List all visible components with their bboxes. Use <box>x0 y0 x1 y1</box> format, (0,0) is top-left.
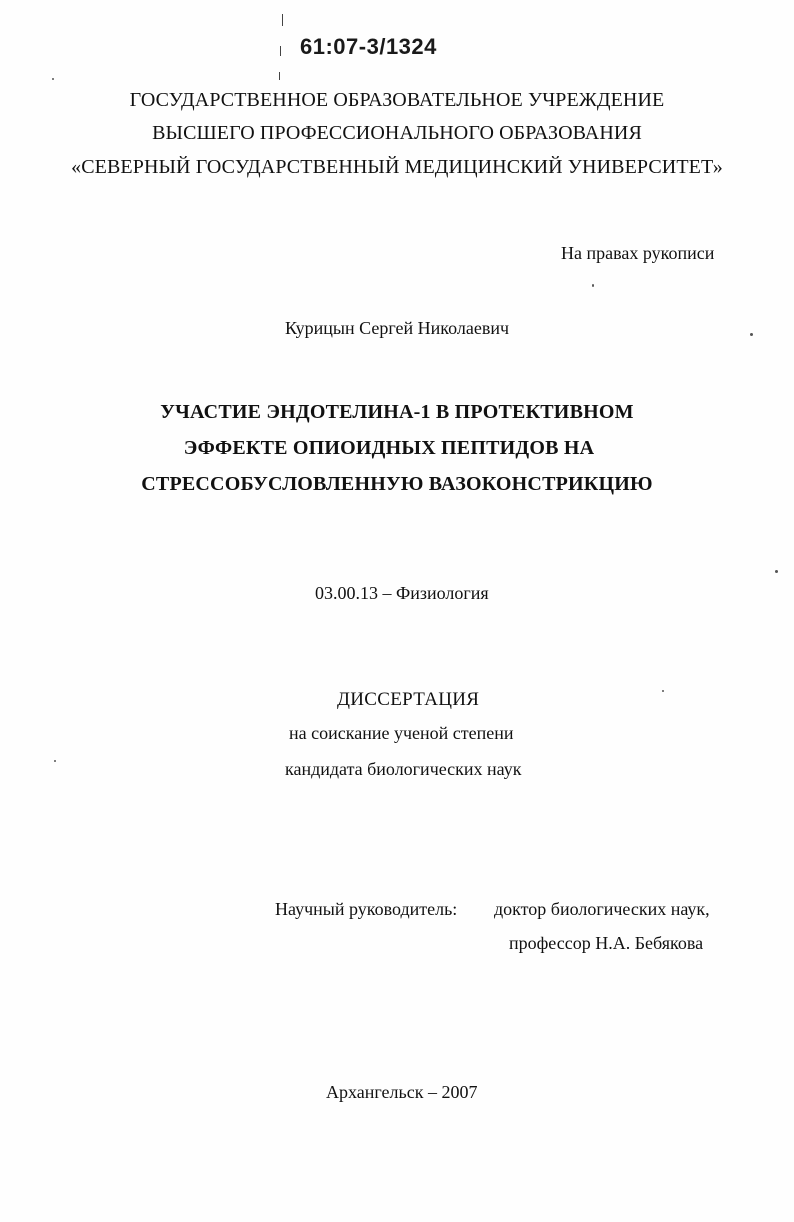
scan-speck <box>750 333 753 336</box>
author-name: Курицын Сергей Николаевич <box>285 318 509 338</box>
dissertation-line-1: на соискание ученой степени <box>289 723 514 743</box>
institution-line-2: ВЫСШЕГО ПРОФЕССИОНАЛЬНОГО ОБРАЗОВАНИЯ <box>152 122 642 144</box>
title-line-2: ЭФФЕКТЕ ОПИОИДНЫХ ПЕПТИДОВ НА <box>183 437 595 459</box>
city-year: Архангельск – 2007 <box>326 1082 478 1102</box>
dissertation-line-2: кандидата биологических наук <box>285 759 522 779</box>
supervisor-name: профессор Н.А. Бебякова <box>509 933 704 953</box>
supervisor-degree: доктор биологических наук, <box>494 899 710 919</box>
supervisor-label: Научный руководитель: <box>275 899 458 919</box>
specialty-code: 03.00.13 – Физиология <box>315 583 489 603</box>
scan-mark <box>279 72 280 80</box>
scan-speck <box>54 760 56 762</box>
scan-speck <box>592 284 594 287</box>
institution-line-1: ГОСУДАРСТВЕННОЕ ОБРАЗОВАТЕЛЬНОЕ УЧРЕЖДЕНИЕ <box>129 89 665 111</box>
scan-speck <box>775 570 778 573</box>
archive-stamp: 61:07-3/1324 <box>300 34 437 59</box>
scan-mark <box>280 46 281 56</box>
institution-line-3: «СЕВЕРНЫЙ ГОСУДАРСТВЕННЫЙ МЕДИЦИНСКИЙ УНИВЕРСИТЕТ» <box>71 156 723 178</box>
dissertation-heading: ДИССЕРТАЦИЯ <box>337 689 480 710</box>
manuscript-note: На правах рукописи <box>561 243 715 263</box>
scan-speck <box>52 78 54 80</box>
title-line-1: УЧАСТИЕ ЭНДОТЕЛИНА-1 В ПРОТЕКТИВНОМ <box>160 401 634 423</box>
scan-mark <box>282 14 283 26</box>
title-line-3: СТРЕССОБУСЛОВЛЕННУЮ ВАЗОКОНСТРИКЦИЮ <box>141 473 653 495</box>
scan-speck <box>662 690 664 692</box>
